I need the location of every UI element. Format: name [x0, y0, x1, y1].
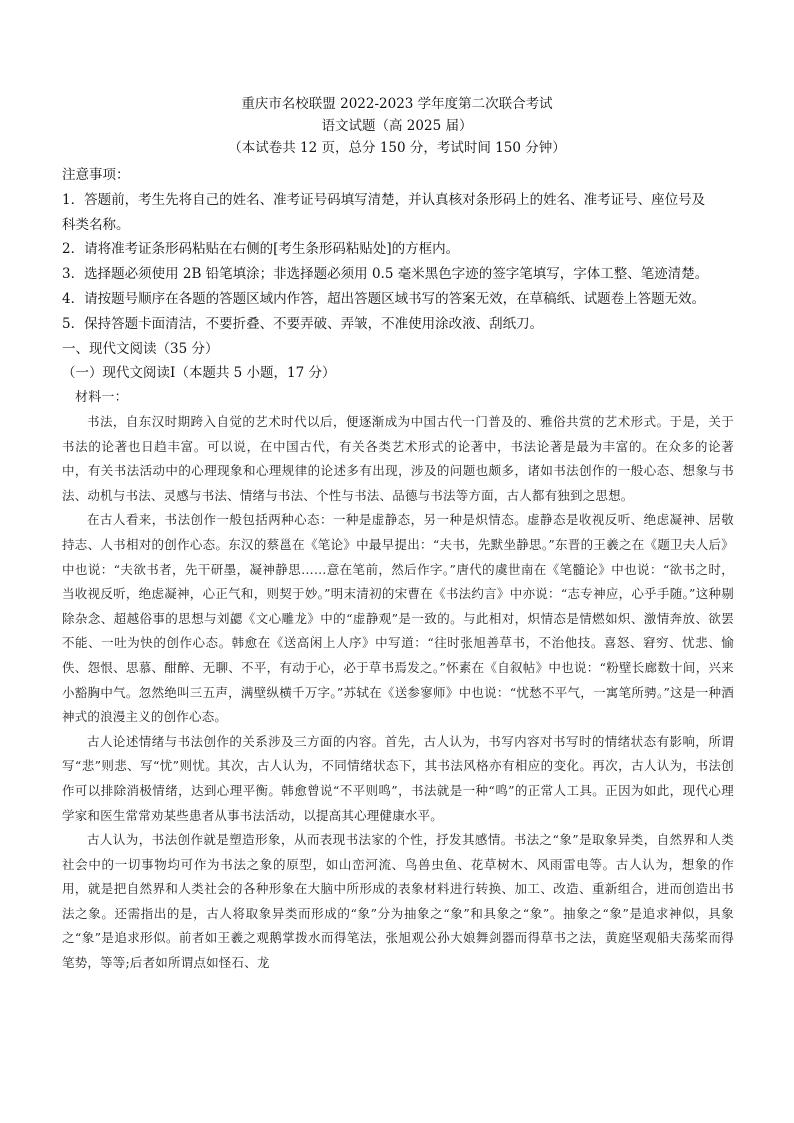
notice-section: [62, 163, 734, 386]
exam-info: （本试卷共 12 页，总分 150 分，考试时间 150 分钟）: [228, 140, 566, 156]
notice-item: 2．请将准考证条形码粘贴在右侧的[考生条形码粘贴处]的方框内。: [62, 241, 460, 258]
notice-heading: 注意事项：: [62, 167, 130, 183]
notice-item: 科类名称。: [62, 216, 130, 233]
material-paragraph: 书法，自东汉时期跨入自觉的艺术时代以后，便逐渐成为中国古代一门普及的、雅俗共赏的艺术形式。于是，关于书法的论著也日趋丰富。可以说，在中国古代，有关各类艺术形式的论著中，书法论著是最为丰富的。在众多的论著中，有关书法活动中的心理现象和心理规律的论述多有出现，涉及的问题也颇多，诸如书法创作的一般心态、想象与书法、动机与书法、灵感与书法、情绪与书法、个性与书法、品德与书法等方面，古人都有独到之思想。: [62, 414, 734, 503]
notice-item: 5．保持答题卡面清洁，不要折叠、不要弄破、弄皱，不准使用涂改液、刮纸刀。: [62, 315, 544, 332]
material-paragraph: 在古人看来，书法创作一般包括两种心态：一种是虚静态，另一种是炽情态。虚静态是收视反听、绝虑凝神、居敬持志、人书相对的创作心态。东汉的蔡邕在《笔论》中最早提出：“夫书，先默坐静思。”东晋的王羲之在《题卫夫人后》中也说：“夫欲书者，先干研墨，凝神静思……意在笔前，然后作字。”唐代的虞世南在《笔髓论》中也说：“欲书之时，当收视反听，绝虑凝神，心正气和，则契于妙。”明末清初的宋曹在《书法约言》中亦说：“志专神应，心乎手随。”这种剔除杂念、超越俗事的思想与刘勰《文心雕龙》中的“虚静观”是一致的。与此相对，炽情态是情燃如炽、激情奔放、欲罢不能、一吐为快的创作心态。韩愈在《送高闲上人序》中写道：“往时张旭善草书，不治他技。喜怒、窘穷、忧悲、愉佚、怨恨、思慕、酣醉、无聊、不平，有动于心，必于草书焉发之。”怀素在《自叙帖》中也说：“粉壁长廊数十间，兴来小豁胸中气。忽然绝叫三五声，满壁纵横千万字。”苏轼在《送参寥师》中也说：“忧愁不平气，一寓笔所骋。”这是一种酒神式的浪漫主义的创作心态。: [62, 512, 734, 725]
section-title: 一、现代文阅读（35 分）: [62, 340, 219, 357]
exam-subject: 语文试题（高 2025 届）: [321, 118, 473, 134]
exam-title: 重庆市名校联盟 2022-2023 学年度第二次联合考试: [241, 96, 553, 112]
section-subtitle: （一）现代文阅读Ⅰ（本题共 5 小题，17 分）: [62, 365, 336, 382]
notice-item: 1．答题前，考生先将自己的姓名、准考证号码填写清楚，并认真核对条形码上的姓名、准考证号、座位号及: [62, 191, 706, 208]
exam-header: [0, 93, 794, 159]
reading-material: [62, 386, 734, 976]
notice-item: 3．选择题必须使用 2B 铅笔填涂；非选择题必须用 0.5 毫米黑色字迹的签字笔填写，字体工整、笔迹清楚。: [62, 266, 709, 283]
material-paragraph: 古人论述情绪与书法创作的关系涉及三方面的内容。首先，古人认为，书写内容对书写时的情绪状态有影响，所谓写“悲”则悲、写“忧”则忧。其次，古人认为，不同情绪状态下，其书法风格亦有相应的变化。再次，古人认为，书法创作可以排除消极情绪，达到心理平衡。韩愈曾说“不平则鸣”，书法就是一种“鸣”的正常人工具。正因为如此，现代心理学家和医生常常劝某些患者从事书法活动，以提高其心理健康水平。: [62, 733, 734, 823]
material-paragraph: 古人认为，书法创作就是塑造形象，从而表现书法家的个性，抒发其感情。书法之“象”是取象异类，自然界和人类社会中的一切事物均可作为书法之象的原型，如山峦河流、鸟兽虫鱼、花草树木、风雨雷电等。古人认为，想象的作用，就是把自然界和人类社会的各种形象在大脑中所形成的表象材料进行转换、加工、改造、重新组合，进而创造出书法之象。还需指出的是，古人将取象异类而形成的“象”分为抽象之“象”和具象之“象”。抽象之“象”是追求神似，具象之“象”是追求形似。前者如王羲之观鹅掌拨水而得笔法，张旭观公孙大娘舞剑器而得草书之法，黄庭坚观船夫荡桨而得笔势，等等;后者如所谓点如怪石、龙: [62, 832, 734, 971]
material-label: 材料一：: [75, 390, 128, 405]
notice-item: 4．请按题号顺序在各题的答题区域内作答，超出答题区域书写的答案无效，在草稿纸、试题卷上答题无效。: [62, 290, 706, 307]
